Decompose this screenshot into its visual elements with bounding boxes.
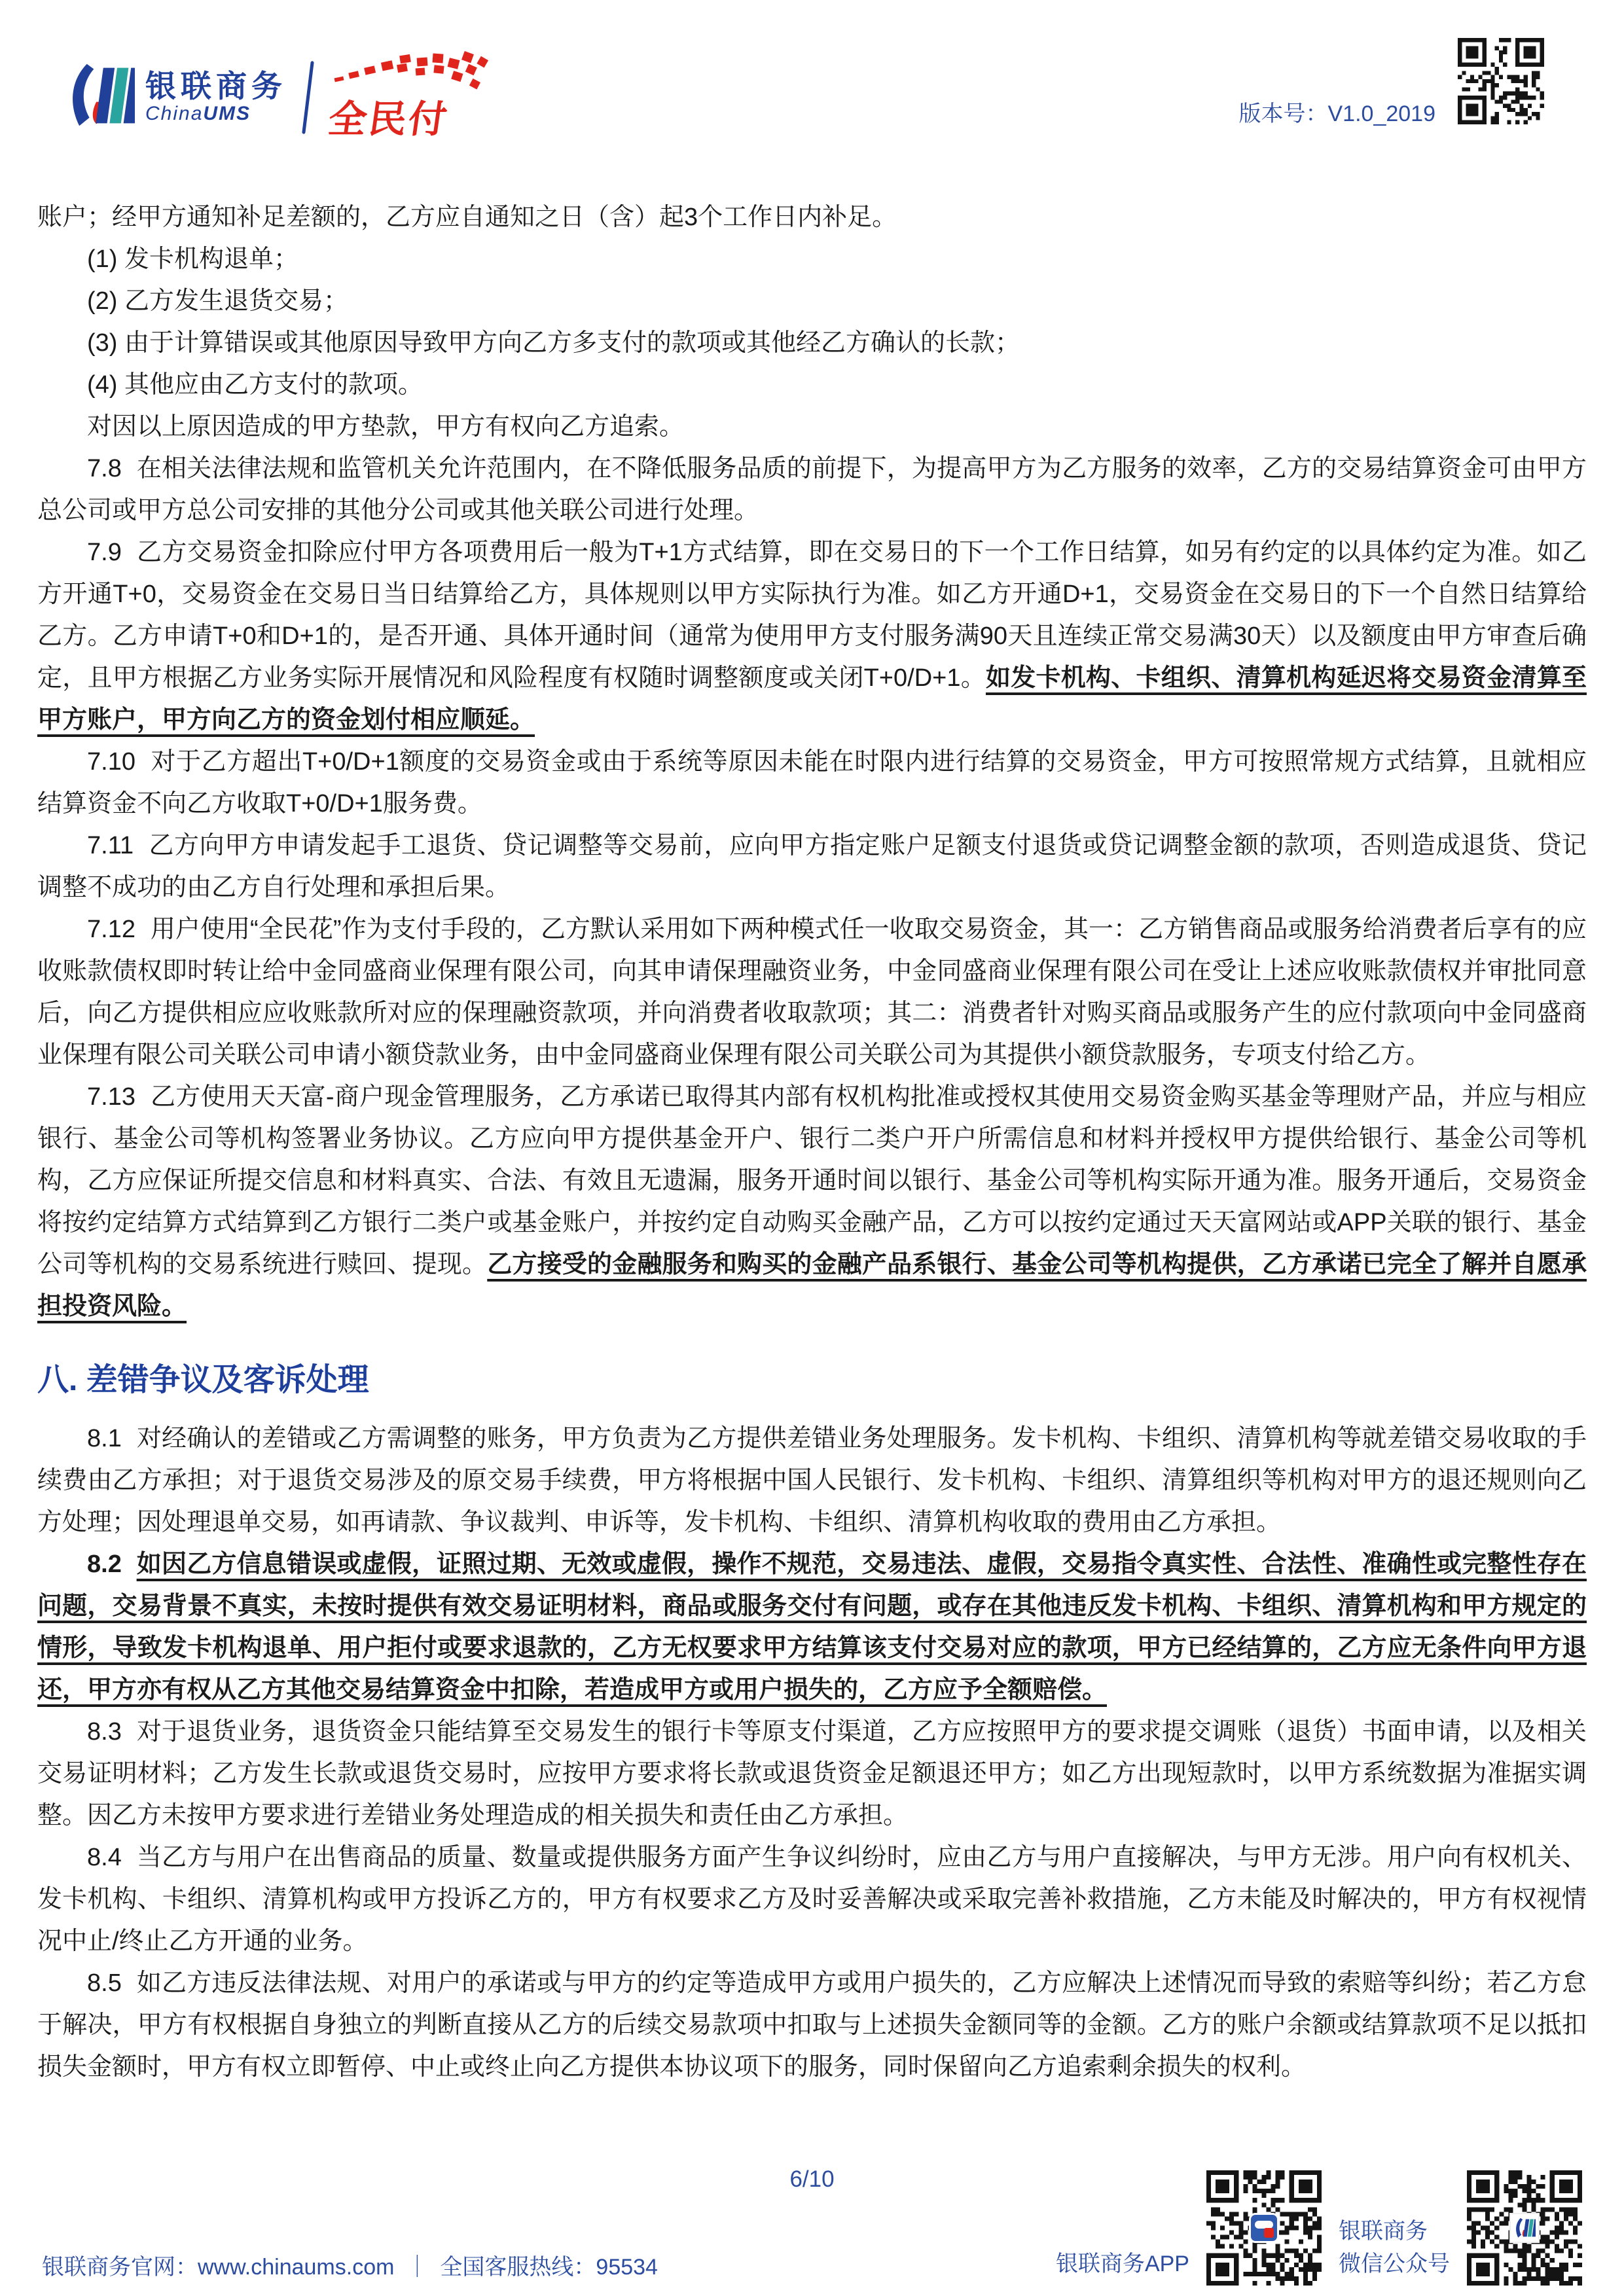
section-heading: 八. 差错争议及客诉处理 xyxy=(37,1363,369,1397)
clause-8.3: 8.3 对于退货业务，退货资金只能结算至交易发生的银行卡等原支付渠道，乙方应按照甲方的要求提交调账（退货）书面申请，以及相关交易证明材料；乙方发生长款或退货交易时，应按甲方要求将长款或退货资金足额退还甲方；如乙方出现短款时，以甲方系统数据为准据实调整。因乙方未按甲方要求进行差错业务处理造成的相关损失和责任由乙方承担。 xyxy=(37,1717,1587,1829)
chinaums-logo-mark-icon xyxy=(64,62,135,133)
paragraph: 对因以上原因造成的甲方垫款，甲方有权向乙方追索。 xyxy=(87,413,685,440)
clause-7.10: 7.10 对于乙方超出T+0/D+1额度的交易资金或由于系统等原因未能在时限内进行结算的交易资金，甲方可按照常规方式结算，且就相应结算资金不向乙方收取T+0/D+1服务费。 xyxy=(37,748,1587,817)
wechat-qr-code xyxy=(1467,2170,1582,2286)
header-qr-code xyxy=(1458,38,1544,124)
paragraph: (2) 乙方发生退货交易； xyxy=(87,287,349,315)
paragraph: (4) 其他应由乙方支付的款项。 xyxy=(87,371,424,399)
footer-qr-group xyxy=(1056,2170,1582,2286)
clause-7.13: 7.13 乙方使用天天富-商户现金管理服务，乙方承诺已取得其内部有权机构批准或授权其使用交易资金购买基金等理财产品，并应与相应银行、基金公司等机构签署业务协议。乙方应向甲方提供基金开户、银行二类户开户所需信息和材料并授权甲方提供给银行、基金公司等机构，乙方应保证所提交信息和材料真实、合法、有效且无遗漏，服务开通时间以银行、基金公司等机构实际开通为准。服务开通后，交易资金将按约定结算方式结算到乙方银行二类户或基金账户，并按约定自动购买金融产品，乙方可以按约定通过天天富网站或APP关联的银行、基金公司等机构的交易系统进行赎回、提现。乙方接受的金融服务和购买的金融产品系银行、基金公司等机构提供，乙方承诺已完全了解并自愿承担投资风险。 xyxy=(37,1083,1587,1320)
clause-number: 7.9 xyxy=(87,539,122,566)
page-number: 6/10 xyxy=(789,2166,835,2192)
wechat-label-line1: 银联商务 xyxy=(1339,2219,1428,2244)
emphasized-text: 如发卡机构、卡组织、清算机构延迟将交易资金清算至甲方账户，甲方向乙方的资金划付相应顺延。 xyxy=(37,664,1587,734)
agreement-body xyxy=(37,196,1587,2088)
clause-number: 7.10 xyxy=(87,748,135,776)
clause-7.11: 7.11 乙方向甲方申请发起手工退货、贷记调整等交易前，应向甲方指定账户足额支付退货或贷记调整金额的款项，否则造成退货、贷记调整不成功的由乙方自行处理和承担后果。 xyxy=(37,832,1587,901)
app-qr-label: 银联商务APP xyxy=(1055,2251,1189,2276)
clause-number: 8.2 xyxy=(87,1550,122,1578)
emphasized-text: 如因乙方信息错误或虚假，证照过期、无效或虚假，操作不规范，交易违法、虚假，交易指令真实性、合法性、准确性或完整性存在问题，交易背景不真实，未按时提供有效交易证明材料，商品或服务交付有问题，或存在其他违反发卡机构、卡组织、清算机构和甲方规定的情形，导致发卡机构退单、用户拒付或要求退款的，乙方无权要求甲方结算该支付交易对应的款项，甲方已经结算的，乙方应无条件向甲方退还，甲方亦有权从乙方其他交易结算资金中扣除，若造成甲方或用户损失的，乙方应予全额赔偿。 xyxy=(37,1550,1587,1704)
paragraph: (1) 发卡机构退单； xyxy=(87,245,299,273)
chinaums-brand-text xyxy=(145,70,287,124)
clause-7.12: 7.12 用户使用“全民花”作为支付手段的，乙方默认采用如下两种模式任一收取交易资金，其一：乙方销售商品或服务给消费者后享有的应收账款债权即时转让给中金同盛商业保理有限公司，向其申请保理融资业务，中金同盛商业保理有限公司在受让上述应收账款债权并审批同意后，向乙方提供相应应收账款所对应的保理融资款项，并向消费者收取款项；其二：消费者针对购买商品或服务产生的应付款项向中金同盛商业保理有限公司关联公司申请小额贷款业务，由中金同盛商业保理有限公司关联公司为其提供小额贷款服务，专项支付给乙方。 xyxy=(37,916,1587,1069)
logo-divider xyxy=(302,61,314,134)
footer-contact xyxy=(42,2249,658,2281)
footer-website: 银联商务官网：www.chinaums.com xyxy=(42,2255,395,2280)
clause-8.1: 8.1 对经确认的差错或乙方需调整的账务，甲方负责为乙方提供差错业务处理服务。发卡机构、卡组织、清算机构等就差错交易收取的手续费由乙方承担；对于退货交易涉及的原交易手续费，甲方将根据中国人民银行、发卡机构、卡组织、清算组织等机构对甲方的退还规则向乙方处理；因处理退单交易，如再请款、争议裁判、申诉等，发卡机构、卡组织、清算机构收取的费用由乙方承担。 xyxy=(37,1424,1587,1536)
clause-7.8: 7.8 在相关法律法规和监管机关允许范围内，在不降低服务品质的前提下，为提高甲方为乙方服务的效率，乙方的交易结算资金可由甲方总公司或甲方总公司安排的其他分公司或其他关联公司进行处理。 xyxy=(37,455,1587,524)
clause-8.4: 8.4 当乙方与用户在出售商品的质量、数量或提供服务方面产生争议纠纷时，应由乙方与用户直接解决，与甲方无涉。用户向有权机关、发卡机构、卡组织、清算机构或甲方投诉乙方的，甲方有权要求乙方及时妥善解决或采取完善补救措施，乙方未能及时解决的，甲方有权视情况中止/终止乙方开通的业务。 xyxy=(37,1843,1587,1955)
footer-hotline: 全国客服热线：95534 xyxy=(440,2255,658,2280)
clause-number: 7.11 xyxy=(87,832,134,859)
clause-number: 7.12 xyxy=(87,916,135,943)
brand-name-cn: 银联商务 xyxy=(145,69,287,104)
page-header xyxy=(64,51,489,143)
clause-number: 7.8 xyxy=(87,455,122,482)
quanminfu-logo xyxy=(325,51,489,143)
qr-pattern xyxy=(1467,2170,1582,2286)
clause-8.5: 8.5 如乙方违反法律法规、对用户的承诺或与甲方的约定等造成甲方或用户损失的，乙方应解决上述情况而导致的索赔等纠纷；若乙方怠于解决，甲方有权根据自身独立的判断直接从乙方的后续交易款项中扣取与上述损失金额同等的金额。乙方的账户余额或结算款项不足以抵扣损失金额时，甲方有权立即暂停、中止或终止向乙方提供本协议项下的服务，同时保留向乙方追索剩余损失的权利。 xyxy=(37,1969,1587,2081)
app-qr-code xyxy=(1206,2170,1322,2286)
qr-pattern xyxy=(1458,38,1544,124)
clause-number: 7.13 xyxy=(87,1083,135,1111)
product-name: 全民付 xyxy=(325,98,452,141)
clause-number: 8.5 xyxy=(87,1969,122,1997)
wechat-label-line2: 微信公众号 xyxy=(1339,2251,1450,2276)
brand-name-en xyxy=(145,103,287,124)
clause-8.2 xyxy=(37,1543,1587,1711)
clause-number: 8.3 xyxy=(87,1717,122,1746)
footer-separator: ｜ xyxy=(406,2255,429,2280)
emphasized-text: 乙方接受的金融服务和购买的金融产品系银行、基金公司等机构提供，乙方承诺已完全了解并自愿承担投资风险。 xyxy=(37,1251,1587,1320)
paragraph: (3) 由于计算错误或其他原因导致甲方向乙方多支付的款项或其他经乙方确认的长款； xyxy=(87,329,1020,357)
qr-pattern xyxy=(1206,2170,1322,2286)
wechat-qr-label xyxy=(1339,2215,1450,2286)
clause-number: 8.4 xyxy=(87,1843,122,1871)
clause-number: 8.1 xyxy=(87,1424,122,1452)
clause-7.9: 7.9 乙方交易资金扣除应付甲方各项费用后一般为T+1方式结算，即在交易日的下一个工作日结算，如另有约定的以具体约定为准。如乙方开通T+0，交易资金在交易日当日结算给乙方，具体规则以甲方实际执行为准。如乙方开通D+1，交易资金在交易日的下一个自然日结算给乙方。乙方申请T+0和D+1的，是否开通、具体开通时间（通常为使用甲方支付服务满90天且连续正常交易满30天）以及额度由甲方审查后确定，且甲方根据乙方业务实际开展情况和风险程度有权随时调整额度或关闭T+0/D+1。如发卡机构、卡组织、清算机构延迟将交易资金清算至甲方账户，甲方向乙方的资金划付相应顺延。 xyxy=(37,539,1587,734)
paragraph: 账户；经甲方通知补足差额的，乙方应自通知之日（含）起3个工作日内补足。 xyxy=(37,204,897,231)
version-label: 版本号：V1.0_2019 xyxy=(1238,101,1435,126)
brand-en-suffix: UMS xyxy=(203,102,251,124)
brand-en-prefix: China xyxy=(145,102,204,124)
